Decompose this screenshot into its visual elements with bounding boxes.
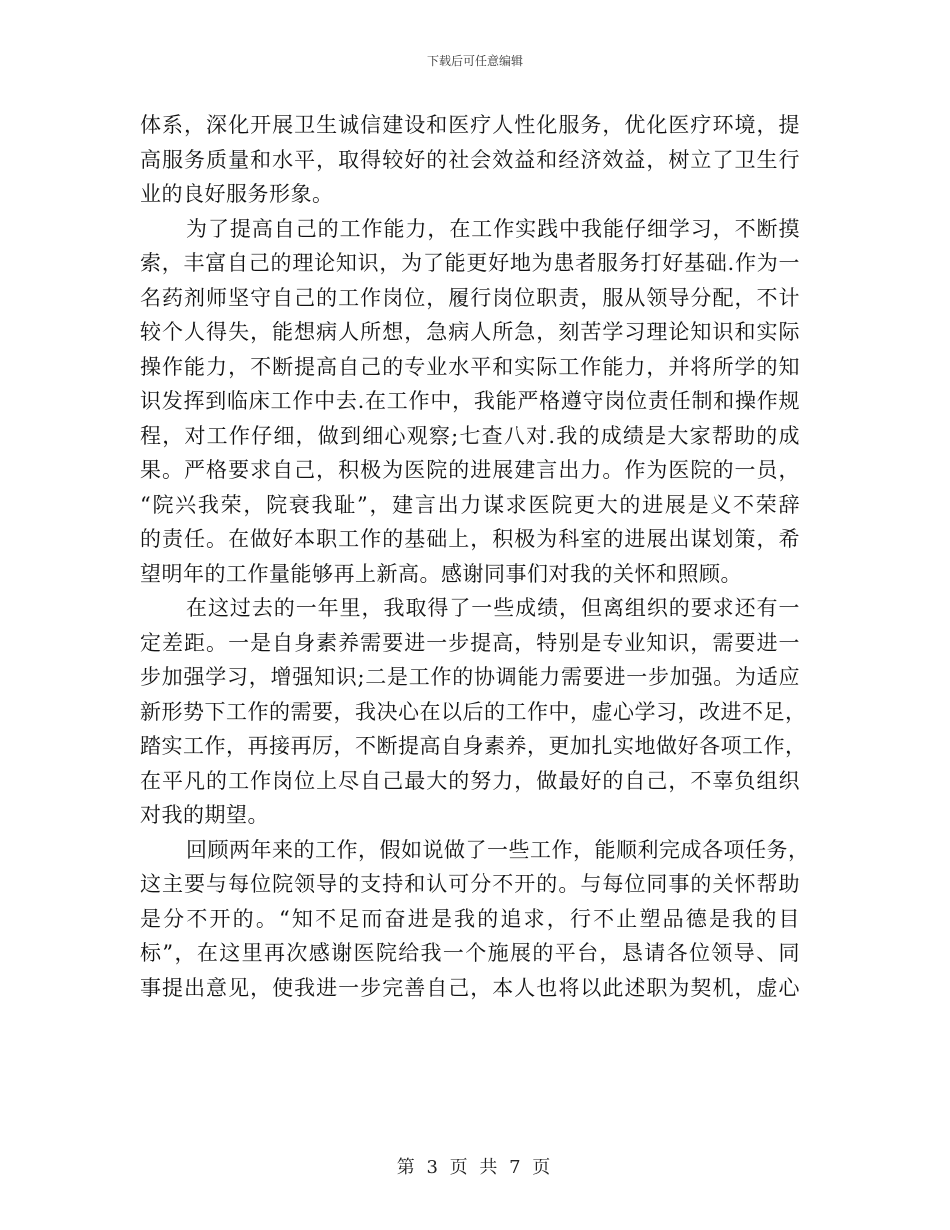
text-line: 在这过去的一年里，我取得了一些成绩，但离组织的要求还有一 [186,596,800,620]
text-line: 的责任。在做好本职工作的基础上，积极为科室的进展出谋划策，希 [140,527,800,551]
text-line: 踏实工作，再接再厉，不断提高自身素养，更加扎实地做好各项工作， [140,734,807,758]
text-line: 程，对工作仔细，做到细心观察;七查八对.我的成绩是大家帮助的成 [140,423,800,448]
text-line: 这主要与每位院领导的支持和认可分不开的。与每位同事的关怀帮助 [140,872,800,896]
text-line: 步加强学习，增强知识;二是工作的协调能力需要进一步加强。为适应 [140,665,800,689]
text-line: 操作能力，不断提高自己的专业水平和实际工作能力，并将所学的知 [140,354,800,379]
text-line: 名药剂师坚守自己的工作岗位，履行岗位职责，服从领导分配，不计 [140,285,800,310]
text-line: 较个人得失，能想病人所想，急病人所急，刻苦学习理论知识和实际 [140,320,800,344]
text-line: “院兴我荣，院衰我耻”，建言出力谋求医院更大的进展是义不荣辞 [140,492,800,517]
page-number: 第 3 页 共 7 页 [396,1157,554,1178]
text-line: 对我的期望。 [140,803,269,827]
text-line: 望明年的工作量能够再上新高。感谢同事们对我的关怀和照顾。 [140,561,742,586]
text-line: 是分不开的。“知不足而奋进是我的追求，行不止塑品德是我的目 [140,906,800,931]
text-line: 体系，深化开展卫生诚信建设和医疗人性化服务，优化医疗环境，提 [140,113,800,137]
text-line: 标”，在这里再次感谢医院给我一个施展的平台，恳请各位领导、同 [140,941,800,965]
page-header: 下载后可任意编辑 [426,54,523,68]
text-line: 回顾两年来的工作，假如说做了一些工作，能顺利完成各项任务， [186,837,810,862]
text-line: 新形势下工作的需要，我决心在以后的工作中，虚心学习，改进不足， [140,699,807,724]
text-line: 业的良好服务形象。 [140,182,334,206]
text-line: 为了提高自己的工作能力，在工作实践中我能仔细学习，不断摸 [186,216,800,241]
text-line: 在平凡的工作岗位上尽自己最大的努力，做最好的自己，不辜负组织 [140,768,800,793]
text-line: 识发挥到临床工作中去.在工作中，我能严格遵守岗位责任制和操作规 [140,389,800,413]
body-text [140,108,810,1005]
text-line: 果。严格要求自己，积极为医院的进展建言出力。作为医院的一员， [140,458,800,482]
text-line: 索，丰富自己的理论知识，为了能更好地为患者服务打好基础.作为一 [140,251,800,275]
text-line: 高服务质量和水平，取得较好的社会效益和经济效益，树立了卫生行 [140,147,800,172]
text-line: 事提出意见，使我进一步完善自己，本人也将以此述职为契机，虚心 [140,975,800,1000]
text-line: 定差距。一是自身素养需要进一步提高，特别是专业知识，需要进一 [140,630,800,655]
